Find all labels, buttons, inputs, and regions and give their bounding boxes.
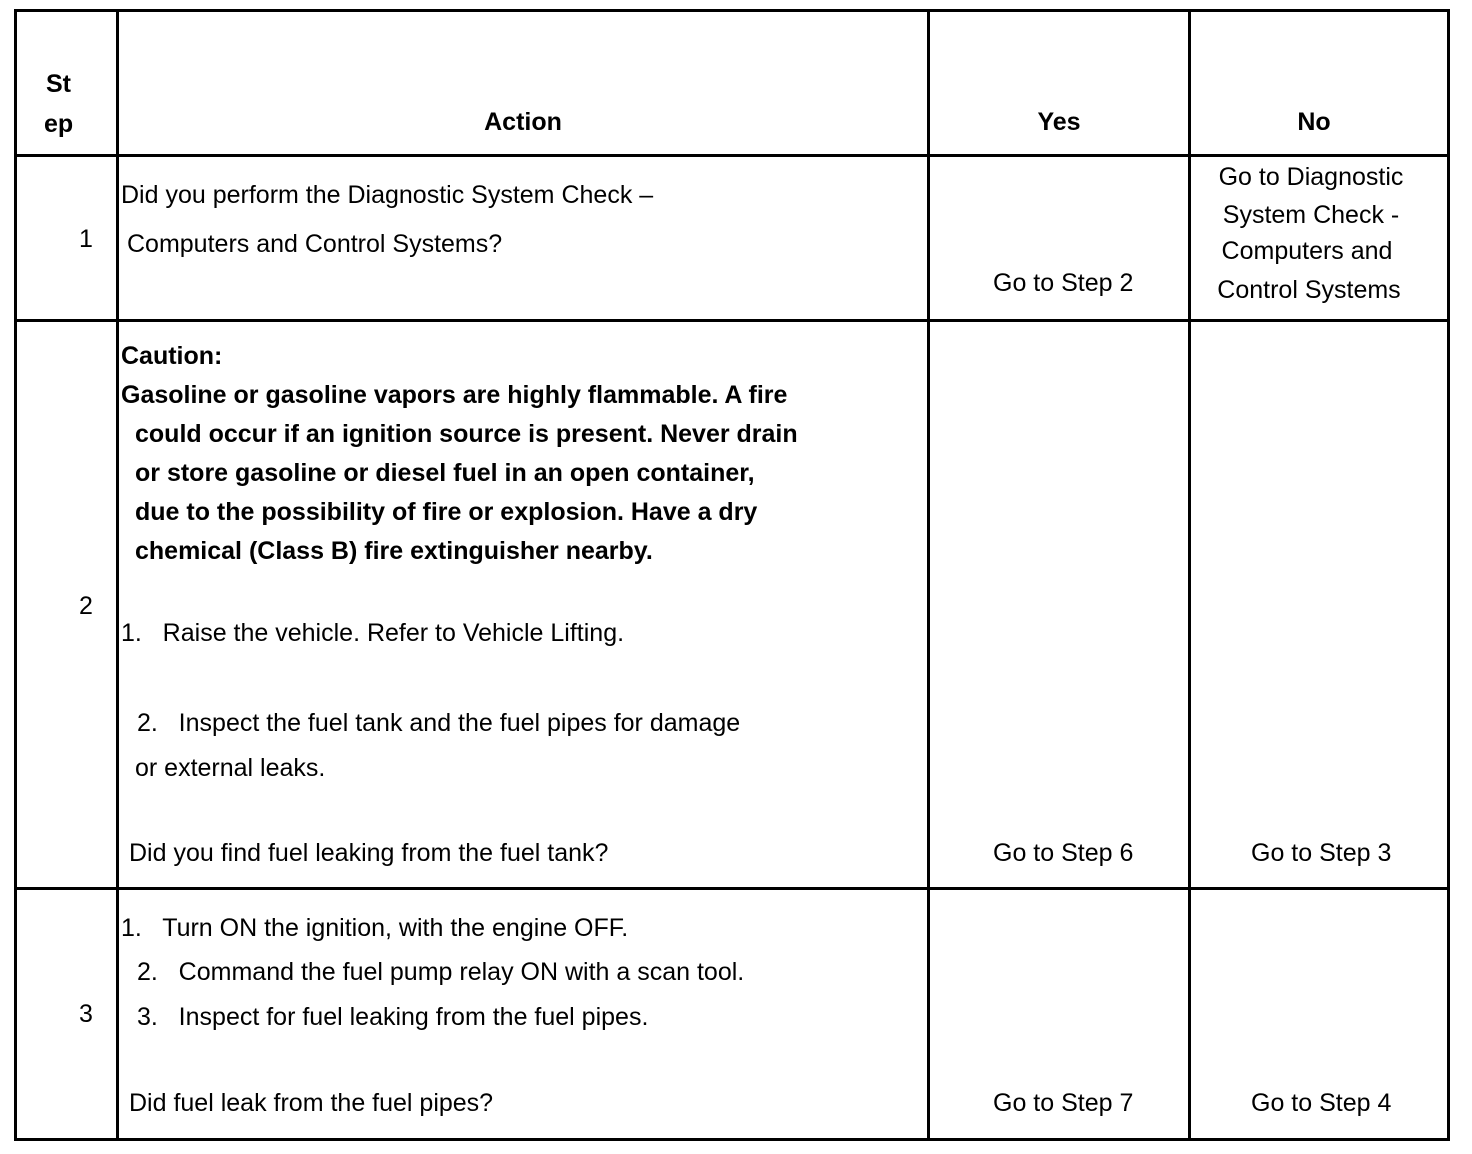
- row3-item: 2. Command the fuel pump relay ON with a scan tool.: [137, 958, 745, 986]
- row3-question: Did fuel leak from the fuel pipes?: [129, 1089, 494, 1117]
- column-divider: [116, 9, 119, 1141]
- row2-item2-line2: or external leaks.: [135, 754, 326, 782]
- row-divider: [14, 887, 1450, 890]
- row-divider: [14, 319, 1450, 322]
- header-no: No: [1297, 108, 1331, 136]
- row1-step: 1: [79, 225, 93, 253]
- row2-yes: Go to Step 6: [993, 839, 1134, 867]
- row1-no-line: Go to Diagnostic: [1218, 163, 1404, 191]
- row-divider: [14, 154, 1450, 157]
- row2-no: Go to Step 3: [1251, 839, 1392, 867]
- row3-item: 1. Turn ON the ignition, with the engine OFF.: [121, 914, 629, 942]
- row1-yes: Go to Step 2: [993, 269, 1134, 297]
- row2-item2-line1: 2. Inspect the fuel tank and the fuel pipes for damage: [137, 709, 741, 737]
- row1-no-line: System Check -: [1222, 201, 1400, 229]
- header-step-line2: ep: [44, 110, 74, 138]
- caution-line: could occur if an ignition source is present. Never drain: [135, 420, 798, 448]
- row3-yes: Go to Step 7: [993, 1089, 1134, 1117]
- column-divider: [927, 9, 930, 1141]
- caution-line: Gasoline or gasoline vapors are highly flammable. A fire: [121, 381, 788, 409]
- row1-action-line1: Did you perform the Diagnostic System Check –: [121, 181, 654, 209]
- row1-no-line: Control Systems: [1217, 276, 1401, 304]
- caution-title: Caution:: [121, 342, 223, 370]
- header-step-line1: St: [46, 70, 71, 98]
- row1-action-line2: Computers and Control Systems?: [127, 230, 503, 258]
- row2-step: 2: [79, 592, 93, 620]
- row1-no-line: Computers and: [1221, 237, 1393, 265]
- row2-item1: 1. Raise the vehicle. Refer to Vehicle Lifting.: [121, 619, 625, 647]
- caution-line: or store gasoline or diesel fuel in an open container,: [135, 459, 755, 487]
- caution-line: due to the possibility of fire or explosion. Have a dry: [135, 498, 758, 526]
- row3-no: Go to Step 4: [1251, 1089, 1392, 1117]
- row3-item: 3. Inspect for fuel leaking from the fuel pipes.: [137, 1003, 649, 1031]
- row2-question: Did you find fuel leaking from the fuel tank?: [129, 839, 609, 867]
- caution-line: chemical (Class B) fire extinguisher nearby.: [135, 537, 653, 565]
- row3-step: 3: [79, 1000, 93, 1028]
- header-yes: Yes: [1037, 108, 1081, 136]
- header-action: Action: [484, 108, 562, 136]
